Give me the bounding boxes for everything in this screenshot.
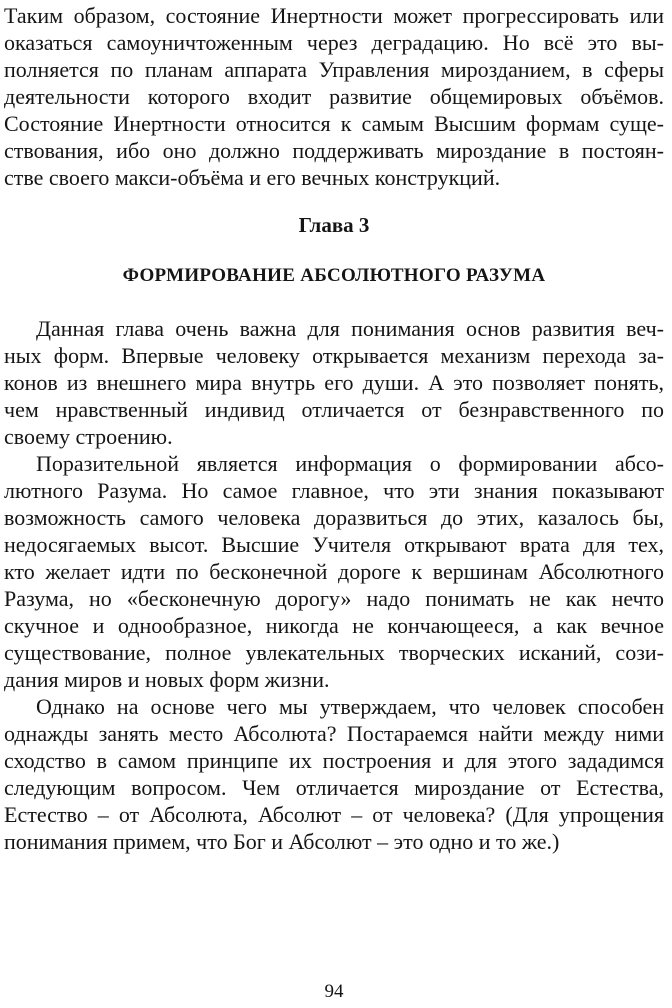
text-line: конов из внешнего мира внутрь его души. А это позволяет понять, [4, 370, 664, 395]
text-line: оказаться самоуничтоженным через деградацию. Но всё это вы- [4, 30, 664, 55]
text-line: деятельности которого входит развитие общемировых объёмов. [4, 84, 664, 109]
text-line: Таким образом, состояние Инертности может прогрессировать или [4, 3, 664, 28]
text-line: скучное и однообразное, никогда не кончающееся, а как вечное [4, 613, 664, 638]
book-page [4, 0, 664, 1008]
text-line: существование, полное увлекательных творческих исканий, сози- [4, 640, 664, 665]
text-line: Естество – от Абсолюта, Абсолют – от человека? (Для упрощения [4, 802, 664, 827]
text-line: своему строению. [4, 424, 173, 449]
text-line: Состояние Инертности относится к самым Высшим формам суще- [4, 111, 664, 136]
text-line: недосягаемых высот. Высшие Учителя открывают врата для тех, [4, 532, 664, 557]
page-number: 94 [324, 981, 344, 1002]
text-line: кто желает идти по бесконечной дороге к вершинам Абсолютного [4, 559, 664, 584]
text-line: Поразительной является информация о формировании абсо- [36, 451, 664, 476]
text-line: чем нравственный индивид отличается от безнравственного по [4, 397, 664, 422]
text-line: полняется по планам аппарата Управления мирозданием, в сферы [4, 57, 664, 82]
text-line: возможность самого человека доразвиться до этих, казалось бы, [4, 505, 664, 530]
text-line: однажды занять место Абсолюта? Постараемся найти между ними [4, 721, 664, 746]
text-line: следующим вопросом. Чем отличается мироздание от Естества, [4, 775, 664, 800]
text-line: ных форм. Впервые человеку открывается механизм перехода за- [4, 343, 664, 368]
text-line: понимания примем, что Бог и Абсолют – это одно и то же.) [4, 829, 560, 854]
chapter-title: ФОРМИРОВАНИЕ АБСОЛЮТНОГО РАЗУМА [122, 265, 546, 286]
text-line: Данная глава очень важна для понимания основ развития веч- [36, 316, 664, 341]
text-line: сходство в самом принципе их построения и для этого зададимся [4, 748, 664, 773]
text-line: Разума, но «бесконечную дорогу» надо понимать не как нечто [4, 586, 664, 611]
chapter-number: Глава 3 [298, 213, 370, 237]
text-line: ствования, ибо оно должно поддерживать мироздание в постоян- [4, 138, 664, 163]
text-line: дания миров и новых форм жизни. [4, 667, 330, 692]
text-line: стве своего макси-объёма и его вечных конструкций. [4, 165, 501, 190]
text-line: лютного Разума. Но самое главное, что эти знания показывают [4, 478, 664, 503]
text-line: Однако на основе чего мы утверждаем, что человек способен [36, 694, 664, 719]
